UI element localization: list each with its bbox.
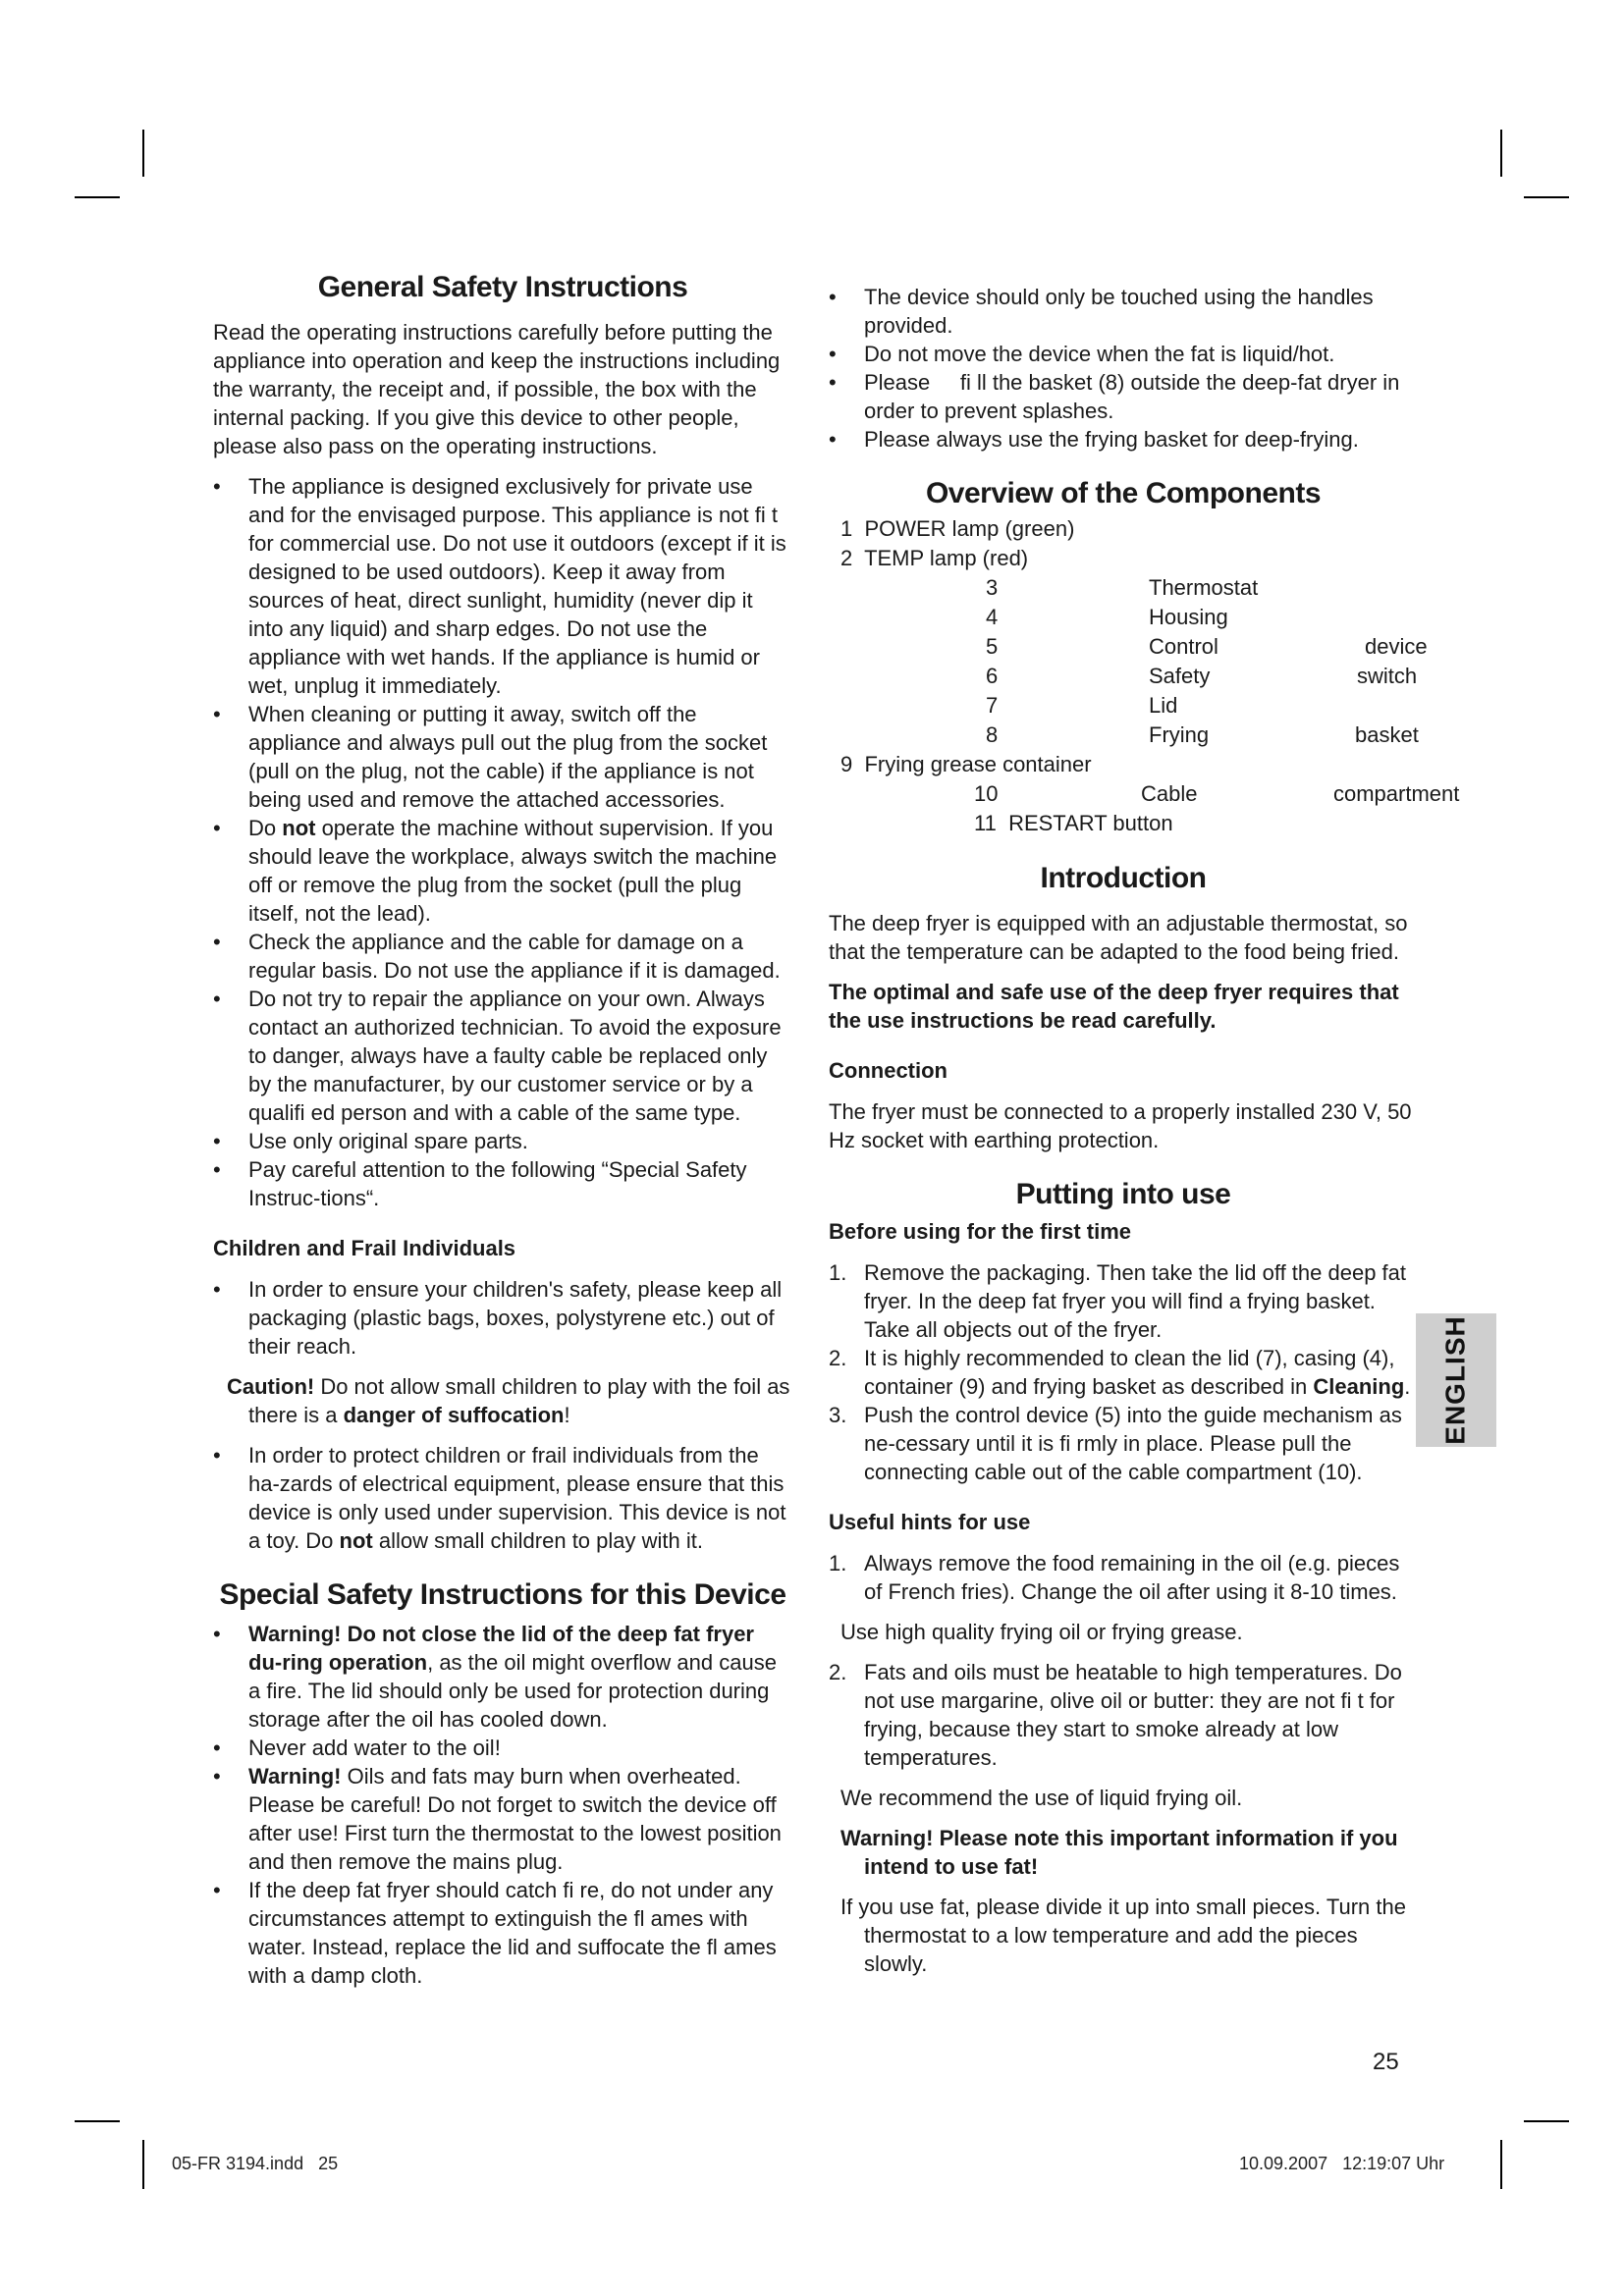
crop-mark <box>142 2140 144 2189</box>
caution-note: Caution! Do not allow small children to play with the foil as there is a danger of suffocation! <box>227 1374 790 1427</box>
intro-bold: The optimal and safe use of the deep fryer requires that the use instructions be read carefully. <box>829 980 1399 1033</box>
list-item: • The device should only be touched using the handles provided. <box>829 283 1418 340</box>
hint-quality: Use high quality frying oil or frying grease. <box>840 1620 1243 1644</box>
crop-mark <box>75 2120 120 2122</box>
footer-timestamp: 10.09.2007 12:19:07 Uhr <box>1239 2154 1445 2173</box>
list-item: 3. Push the control device (5) into the guide mechanism as ne-cessary until it is fi rmly in place. Please pull the connecting cable out of the cable compartment (10). <box>829 1403 1402 1484</box>
list-item: 9 Frying grease container <box>840 752 1092 776</box>
crop-mark <box>1524 2120 1569 2122</box>
list-item: • Do not try to repair the appliance on your own. Always contact an authorized technician. To avoid the exposure to danger, always have a faulty cable be replaced only by the manufacturer, by our customer service or by a qualifi ed person and with a cable of the same type. <box>213 985 792 1127</box>
list-item: • Do not operate the machine without supervision. If you should leave the workplace, always switch the machine off or remove the plug from the socket (pull the plug itself, not the lead). <box>213 814 792 928</box>
list-item: 8 Frying basket <box>986 722 1419 747</box>
list-item: 2. It is highly recommended to clean the lid (7), casing (4), container (9) and frying basket as described in Cleaning. <box>829 1346 1411 1399</box>
list-item: 4 Housing <box>986 605 1228 629</box>
list-item: • Please fi ll the basket (8) outside the deep-fat dryer in order to prevent splashes. <box>829 368 1418 425</box>
list-item: 10 Cable compartment <box>974 781 1460 806</box>
list-item: 2 TEMP lamp (red) <box>840 546 1029 570</box>
crop-mark <box>1500 130 1502 177</box>
list-item: • Never add water to the oil! <box>213 1734 792 1762</box>
crop-mark <box>142 130 144 177</box>
fat-instructions: If you use fat, please divide it up into small pieces. Turn the thermostat to a low temperature and add the pieces slowly. <box>840 1895 1406 1976</box>
hints-list-2 <box>829 1658 1418 1772</box>
language-tab-label: ENGLISH <box>1440 1315 1471 1445</box>
list-item: • Check the appliance and the cable for damage on a regular basis. Do not use the appliance if it is damaged. <box>213 928 792 985</box>
list-item: 1. Remove the packaging. Then take the lid off the deep fat fryer. In the deep fat fryer you will find a frying basket. Take all objects out of the fryer. <box>829 1260 1407 1342</box>
crop-mark <box>1500 2140 1502 2189</box>
before-first-use-heading: Before using for the first time <box>829 1219 1132 1244</box>
language-tab <box>1416 1313 1496 1447</box>
general-bullets <box>213 472 792 1212</box>
crop-mark <box>75 196 120 198</box>
children-heading: Children and Frail Individuals <box>213 1236 516 1260</box>
list-item: • Pay careful attention to the following “Special Safety Instruc-tions“. <box>213 1155 792 1212</box>
general-safety-title: General Safety Instructions <box>317 271 688 303</box>
list-item: 1 POWER lamp (green) <box>840 516 1075 541</box>
special-safety-title: Special Safety Instructions for this Device <box>219 1578 786 1611</box>
list-item: 5 Control device <box>986 634 1428 659</box>
children-bullets <box>213 1275 792 1361</box>
components-list <box>829 514 1460 838</box>
left-column <box>213 271 792 1990</box>
connection-heading: Connection <box>829 1058 947 1083</box>
first-use-steps <box>829 1258 1418 1486</box>
fat-warning: Warning! Please note this important information if you intend to use fat! <box>840 1826 1398 1879</box>
list-item: 2. Fats and oils must be heatable to high temperatures. Do not use margarine, olive oil or butter: they are not fi t for frying, because they start to smoke already at low temperatures. <box>829 1660 1402 1770</box>
frail-bullets <box>213 1441 792 1555</box>
putting-into-use-title: Putting into use <box>1015 1178 1231 1210</box>
list-item: • In order to ensure your children's safety, please keep all packaging (plastic bags, boxes, polystyrene etc.) out of their reach. <box>213 1275 792 1361</box>
list-item: • In order to protect children or frail individuals from the ha-zards of electrical equipment, please ensure that this device is only used under supervision. This device is not a toy. Do not allow small children to play with it. <box>213 1441 792 1555</box>
crop-mark <box>1524 196 1569 198</box>
hints-list-1 <box>829 1549 1418 1606</box>
handling-bullets <box>829 283 1418 454</box>
list-item: • Use only original spare parts. <box>213 1127 792 1155</box>
list-item: 1. Always remove the food remaining in the oil (e.g. pieces of French fries). Change the oil after using it 8-10 times. <box>829 1551 1400 1604</box>
introduction-title: Introduction <box>1040 862 1207 894</box>
list-item: 3 Thermostat <box>986 575 1259 600</box>
list-item: 7 Lid <box>986 693 1178 718</box>
list-item: • Warning! Do not close the lid of the deep fat fryer du-ring operation, as the oil might overflow and cause a fire. The lid should only be used for protection during storage after the oil has cooled down. <box>213 1620 792 1734</box>
list-item: • Please always use the frying basket for deep-frying. <box>829 425 1418 454</box>
list-item: 11 RESTART button <box>974 811 1173 835</box>
list-item: • Do not move the device when the fat is liquid/hot. <box>829 340 1418 368</box>
overview-title: Overview of the Components <box>925 477 1322 509</box>
useful-hints-heading: Useful hints for use <box>829 1510 1031 1534</box>
connection-text: The fryer must be connected to a properly installed 230 V, 50 Hz socket with earthing protection. <box>829 1099 1412 1152</box>
special-bullets <box>213 1620 792 1990</box>
list-item: • If the deep fat fryer should catch fi re, do not under any circumstances attempt to extinguish the fl ames with water. Instead, replace the lid and suffocate the fl ames with a damp cloth. <box>213 1876 792 1990</box>
footer-file-info: 05-FR 3194.indd 25 <box>172 2154 339 2173</box>
page-number: 25 <box>1373 2049 1399 2075</box>
list-item: • The appliance is designed exclusively for private use and for the envisaged purpose. This appliance is not fi t for commercial use. Do not use it outdoors (except if it is designed to be used outdoors). Keep it away from sources of heat, direct sunlight, humidity (never dip it into any liquid) and sharp edges. Do not use the appliance with wet hands. If the appliance is humid or wet, unplug it immediately. <box>213 472 792 700</box>
intro-text: The deep fryer is equipped with an adjustable thermostat, so that the temperature can be adapted to the food being fried. <box>829 911 1408 964</box>
recommend-text: We recommend the use of liquid frying oil. <box>840 1786 1243 1810</box>
general-intro: Read the operating instructions carefully before putting the appliance into operation and keep the instructions including the warranty, the receipt and, if possible, the box with the internal packing. If you give this device to other people, please also pass on the operating instructions. <box>213 320 781 458</box>
list-item: 6 Safety switch <box>986 664 1418 688</box>
list-item: • Warning! Oils and fats may burn when overheated. Please be careful! Do not forget to switch the device off after use! First turn the thermostat to the lowest position and then remove the mains plug. <box>213 1762 792 1876</box>
list-item: • When cleaning or putting it away, switch off the appliance and always pull out the plug from the socket (pull on the plug, not the cable) if the appliance is not being used and remove the attached accessories. <box>213 700 792 814</box>
